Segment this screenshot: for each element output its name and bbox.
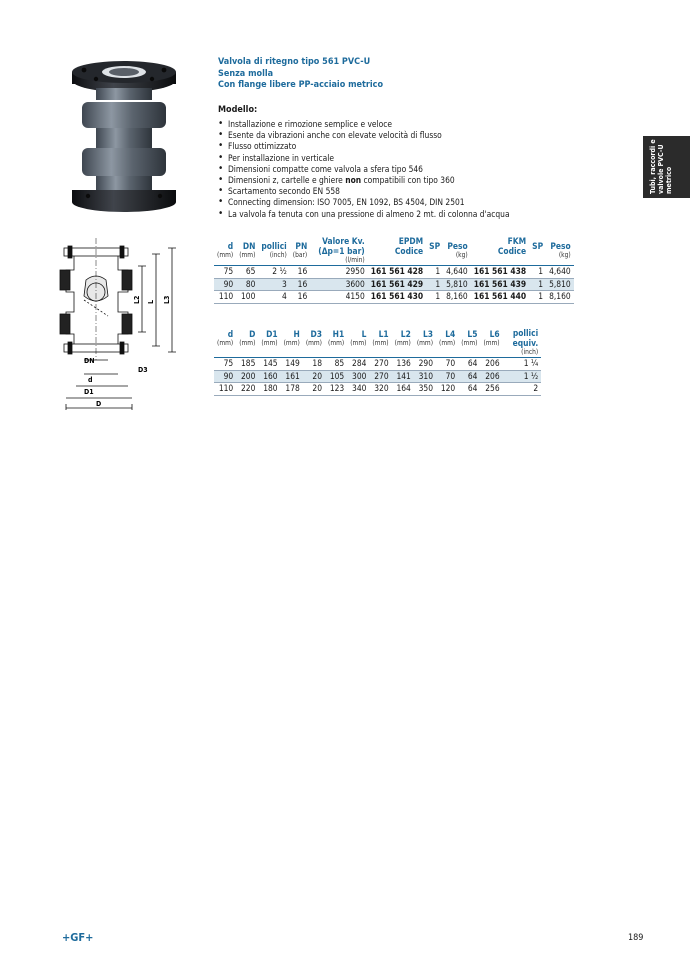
cell: 18 xyxy=(303,358,325,371)
table-row xyxy=(214,358,541,371)
table-row xyxy=(214,291,574,304)
cell: 4150 xyxy=(310,291,367,304)
feature-item: • Installazione e rimozione semplice e veloce xyxy=(218,119,510,130)
col-kv: Valore Kv. (Δp=1 bar) (l/min) xyxy=(310,236,367,266)
col-L1: L1 (mm) xyxy=(369,328,391,358)
table-row xyxy=(214,266,574,279)
cell: 100 xyxy=(236,291,258,304)
col-L: L (mm) xyxy=(347,328,369,358)
cell: 185 xyxy=(236,358,258,371)
col-pollici-equiv: pollici equiv. (inch) xyxy=(503,328,542,358)
feature-item xyxy=(218,175,510,186)
col-d: d (mm) xyxy=(214,328,236,358)
title-line-1: Valvola di ritegno tipo 561 PVC-U xyxy=(218,57,371,67)
cell: 160 xyxy=(258,370,280,383)
cell: 300 xyxy=(347,370,369,383)
model-heading: Modello: xyxy=(218,105,258,115)
feature-item: • Scartamento secondo EN 558 xyxy=(218,186,510,197)
cell: 1 ¼ xyxy=(503,358,542,371)
cell: 75 xyxy=(214,266,236,279)
dim-DN: DN xyxy=(84,357,95,365)
cell: 64 xyxy=(458,383,480,396)
col-L2: L2 (mm) xyxy=(392,328,414,358)
cell: 1 xyxy=(426,266,443,279)
cell: 270 xyxy=(369,358,391,371)
feature-text: Dimensioni z, cartelle e ghiere xyxy=(228,175,346,186)
dim-D1: D1 xyxy=(84,388,94,396)
col-L6: L6 (mm) xyxy=(480,328,502,358)
cell: 1 xyxy=(426,291,443,304)
feature-text: compatibili con tipo 360 xyxy=(361,175,455,186)
col-pollici: pollici (inch) xyxy=(258,236,289,266)
cell: 1 ½ xyxy=(503,370,542,383)
dim-L: L xyxy=(147,299,155,304)
feature-item: • Per installazione in verticale xyxy=(218,153,510,164)
cell: 85 xyxy=(325,358,347,371)
table-row xyxy=(214,383,541,396)
cell: 141 xyxy=(392,370,414,383)
cell: 4,640 xyxy=(546,266,574,279)
col-dn: DN (mm) xyxy=(236,236,258,266)
cell: 2 ½ xyxy=(258,266,289,279)
col-pn: PN (bar) xyxy=(290,236,310,266)
cell: 2950 xyxy=(310,266,367,279)
cell: 164 xyxy=(392,383,414,396)
page-number: 189 xyxy=(628,933,644,943)
cell: 161 561 438 xyxy=(471,266,529,279)
feature-emphasis: non xyxy=(345,175,362,186)
cell: 206 xyxy=(480,370,502,383)
cell: 3600 xyxy=(310,278,367,291)
cell: 70 xyxy=(436,370,458,383)
col-epdm-code: EPDM Codice xyxy=(368,236,426,266)
cell: 20 xyxy=(303,383,325,396)
feature-item: • Dimensioni compatte come valvola a sfera tipo 546 xyxy=(218,164,510,175)
cell: 64 xyxy=(458,370,480,383)
cell: 80 xyxy=(236,278,258,291)
dim-L2: L2 xyxy=(133,295,141,304)
cell: 110 xyxy=(214,383,236,396)
cell: 161 561 428 xyxy=(368,266,426,279)
dim-D: D xyxy=(96,400,102,408)
cell: 161 561 439 xyxy=(471,278,529,291)
cell: 4 xyxy=(258,291,289,304)
cell: 75 xyxy=(214,358,236,371)
cell: 1 xyxy=(426,278,443,291)
cell: 90 xyxy=(214,370,236,383)
feature-item: • Connecting dimension: ISO 7005, EN 1092, BS 4504, DIN 2501 xyxy=(218,197,510,208)
col-D1: D1 (mm) xyxy=(258,328,280,358)
title-line-3: Con flange libere PP-acciaio metrico xyxy=(218,80,384,90)
cell: 161 561 440 xyxy=(471,291,529,304)
cell: 256 xyxy=(480,383,502,396)
col-H1: H1 (mm) xyxy=(325,328,347,358)
col-L5: L5 (mm) xyxy=(458,328,480,358)
col-d: d (mm) xyxy=(214,236,236,266)
cell: 90 xyxy=(214,278,236,291)
col-D: D (mm) xyxy=(236,328,258,358)
cell: 8,160 xyxy=(546,291,574,304)
col-D3: D3 (mm) xyxy=(303,328,325,358)
title-line-2: Senza molla xyxy=(218,68,274,79)
cell: 2 xyxy=(503,383,542,396)
cell: 206 xyxy=(480,358,502,371)
cell: 105 xyxy=(325,370,347,383)
cell: 70 xyxy=(436,358,458,371)
col-fkm-code: FKM Codice xyxy=(471,236,529,266)
cell: 350 xyxy=(414,383,436,396)
cell: 5,810 xyxy=(546,278,574,291)
col-peso: Peso (kg) xyxy=(546,236,574,266)
col-L3: L3 (mm) xyxy=(414,328,436,358)
valve-technical-drawing xyxy=(56,236,184,416)
section-tab-label xyxy=(649,139,673,194)
dimensions-table xyxy=(214,328,541,396)
cell: 161 561 430 xyxy=(368,291,426,304)
col-sp: SP xyxy=(529,236,546,266)
cell: 1 xyxy=(529,291,546,304)
cell: 110 xyxy=(214,291,236,304)
cell: 123 xyxy=(325,383,347,396)
cell: 200 xyxy=(236,370,258,383)
cell: 290 xyxy=(414,358,436,371)
page-title xyxy=(218,57,383,92)
cell: 4,640 xyxy=(443,266,471,279)
cell: 136 xyxy=(392,358,414,371)
cell: 64 xyxy=(458,358,480,371)
section-tab-line: valvole PVC-U xyxy=(657,144,665,194)
cell: 1 xyxy=(529,266,546,279)
dim-d: d xyxy=(88,376,93,384)
cell: 161 561 429 xyxy=(368,278,426,291)
section-tab xyxy=(643,136,690,198)
cell: 180 xyxy=(258,383,280,396)
cell: 1 xyxy=(529,278,546,291)
cell: 16 xyxy=(290,278,310,291)
feature-item: • La valvola fa tenuta con una pressione di almeno 2 mt. di colonna d'acqua xyxy=(218,209,510,220)
col-H: H (mm) xyxy=(281,328,303,358)
cell: 120 xyxy=(436,383,458,396)
dim-L3: L3 xyxy=(163,295,171,304)
cell: 145 xyxy=(258,358,280,371)
cell: 65 xyxy=(236,266,258,279)
table-row xyxy=(214,278,574,291)
cell: 8,160 xyxy=(443,291,471,304)
cell: 149 xyxy=(281,358,303,371)
col-peso: Peso (kg) xyxy=(443,236,471,266)
col-sp: SP xyxy=(426,236,443,266)
cell: 340 xyxy=(347,383,369,396)
cell: 20 xyxy=(303,370,325,383)
col-L4: L4 (mm) xyxy=(436,328,458,358)
cell: 310 xyxy=(414,370,436,383)
cell: 320 xyxy=(369,383,391,396)
gf-logo: +GF+ xyxy=(62,931,94,944)
table-row xyxy=(214,370,541,383)
feature-item: • Flusso ottimizzato xyxy=(218,141,510,152)
cell: 178 xyxy=(281,383,303,396)
feature-item: • Esente da vibrazioni anche con elevate velocità di flusso xyxy=(218,130,510,141)
dim-D3: D3 xyxy=(138,366,148,374)
product-codes-table xyxy=(214,236,574,304)
cell: 284 xyxy=(347,358,369,371)
cell: 16 xyxy=(290,266,310,279)
cell: 270 xyxy=(369,370,391,383)
section-tab-line: Tubi, raccordi e xyxy=(649,139,657,194)
section-tab-line: metrico xyxy=(665,166,673,194)
cell: 3 xyxy=(258,278,289,291)
valve-photo xyxy=(66,58,182,218)
cell: 161 xyxy=(281,370,303,383)
feature-list xyxy=(218,119,510,220)
cell: 220 xyxy=(236,383,258,396)
cell: 16 xyxy=(290,291,310,304)
cell: 5,810 xyxy=(443,278,471,291)
